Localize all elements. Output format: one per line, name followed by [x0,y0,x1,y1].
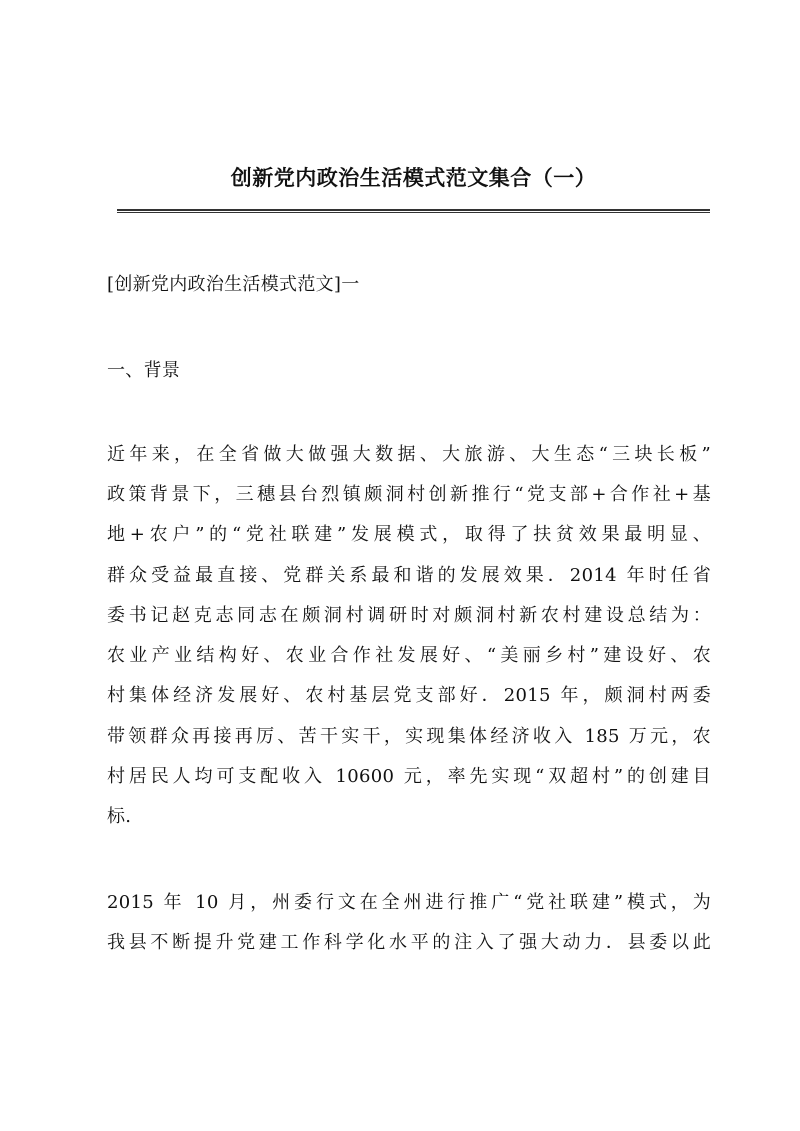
paragraph-line: 村集体经济发展好、农村基层党支部好．2015 年，颇洞村两委 [107,685,711,706]
paragraph-line: 标. [107,806,132,827]
paragraph-line: 农业产业结构好、农业合作社发展好、“美丽乡村”建设好、农 [107,645,711,666]
paragraph-line: 群众受益最直接、党群关系最和谐的发展效果．2014 年时任省 [107,565,711,586]
document-title: 创新党内政治生活模式范文集合（一） [230,165,597,190]
paragraph-line: 近年来，在全省做大做强大数据、大旅游、大生态“三块长板” [107,444,711,465]
paragraph-line: 政策背景下，三穗县台烈镇颇洞村创新推行“党支部+合作社+基 [107,484,711,505]
paragraph-line: 2015 年 10 月，州委行文在全州进行推广“党社联建”模式，为 [107,892,711,913]
section-heading: 一、背景 [107,360,181,381]
document-subtitle: [创新党内政治生活模式范文]一 [107,274,360,295]
paragraph-line: 我县不断提升党建工作科学化水平的注入了强大动力．县委以此 [107,932,711,953]
paragraph-line: 村居民人均可支配收入 10600 元，率先实现“双超村”的创建目 [107,766,711,787]
paragraph-line: 带领群众再接再厉、苦干实干，实现集体经济收入 185 万元，农 [107,726,711,747]
paragraph-line: 委书记赵克志同志在颇洞村调研时对颇洞村新农村建设总结为： [107,605,711,626]
title-divider [117,209,710,213]
paragraph-line: 地+农户”的“党社联建”发展模式，取得了扶贫效果最明显、 [107,524,711,545]
